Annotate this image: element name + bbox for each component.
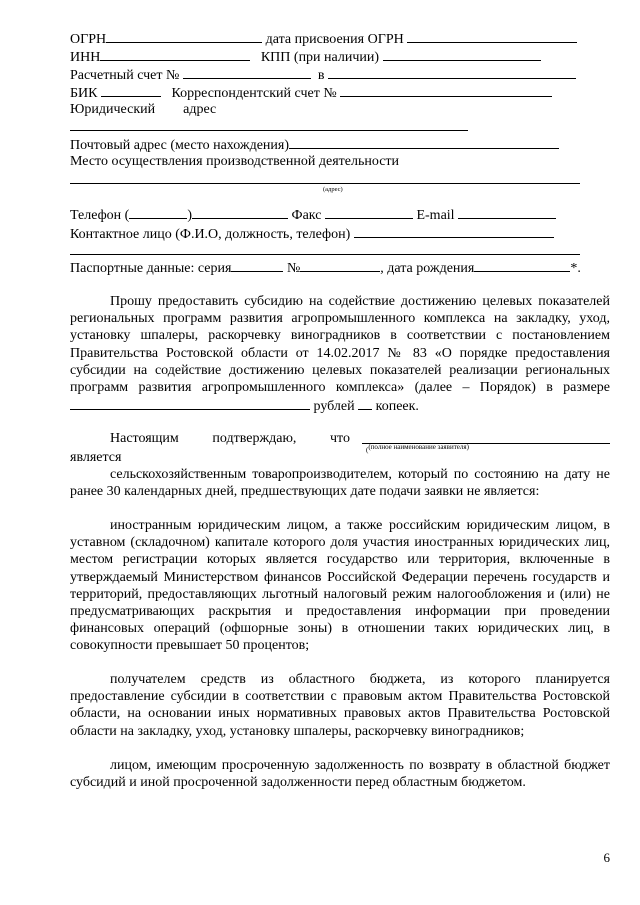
passport-series-label: Паспортные данные: серия — [70, 261, 232, 276]
inn-label: ИНН — [70, 50, 101, 65]
confirm-word-1: Настоящим — [110, 431, 179, 446]
budget-recipient-paragraph: получателем средств из областного бюджета, из которого планируется предоставление субсидии в соответствии с правовым актом Правительства Ростовской области, на основании иных нормативных правовых актов Правительства Ростовской области на закладку, уход, установку шпалеры, раскорчевку виноградников; — [70, 672, 610, 739]
postal-address-line — [70, 135, 559, 154]
foreign-entity-paragraph: иностранным юридическим лицом, а также российским юридическим лицом, в уставном (складочном) капитале которого доля участия иностранных юридических лиц, местом регистрации которых является государство или территория, включенные в утверждаемый Министерством финансов Российской Федерации перечень государств и территорий, предоставляющих льготный налоговый режим налогообложения и (или) не предусматривающих раскрытия и предоставления информации при проведении финансовых операций (офшорные зоны) в отношении таких юридических лиц, в совокупности превышает 50 процентов; — [70, 518, 610, 654]
passport-series-field[interactable] — [231, 258, 283, 272]
contact-person-line — [70, 224, 554, 243]
contact-person-label: Контактное лицо (Ф.И.О, должность, телефон) — [70, 227, 351, 242]
activity-place-line — [70, 153, 399, 170]
is-word-line — [70, 449, 121, 466]
rubles-label: рублей — [313, 399, 355, 415]
account-label: Расчетный счет № — [70, 68, 180, 83]
bik-label: БИК — [70, 86, 98, 101]
account-line — [70, 65, 576, 84]
passport-footnote-mark: *. — [570, 261, 581, 276]
bank-field[interactable] — [328, 65, 576, 79]
fax-field[interactable] — [325, 205, 413, 219]
confirm-word-2: подтверждаю, — [212, 431, 297, 446]
page-number: 6 — [603, 850, 610, 865]
phone-close: ) — [187, 208, 193, 223]
confirm-word-3: что — [330, 431, 350, 446]
email-field[interactable] — [458, 205, 556, 219]
producer-paragraph: сельскохозяйственным товаропроизводителем, который по состоянию на дату не ранее 30 календарных дней, предшествующих дате подачи заявки не является: — [70, 467, 610, 500]
legal-address-field[interactable] — [70, 130, 468, 131]
address-caption: (адрес) — [323, 186, 343, 193]
kopeks-label: копеек. — [375, 399, 419, 415]
ogrn-field[interactable] — [106, 29, 262, 43]
phone-field[interactable] — [192, 205, 288, 219]
email-label: E-mail — [416, 208, 455, 223]
passport-dob-field[interactable] — [474, 258, 570, 272]
passport-dob-label: , дата рождения — [380, 261, 475, 276]
activity-place-label: Место осуществления производственной деятельности — [70, 154, 400, 169]
legal-address-label-2: адрес — [183, 102, 217, 117]
kopeks-field[interactable] — [358, 396, 372, 410]
legal-address-label-1: Юридический — [70, 102, 156, 117]
inn-line — [70, 47, 541, 66]
legal-address-line — [70, 101, 216, 118]
passport-number-field[interactable] — [300, 258, 380, 272]
request-text: Прошу предоставить субсидию на содействие достижению целевых показателей региональных программ развития агропромышленного комплекса на закладку, уход, установку шпалеры, раскорчевку виноградников в соответствии с постановлением Правительства Ростовской области от 14.02.2017 № 83 «О порядке предоставления субсидии на содействие достижению целевых показателей реализации региональных программ развития агропромышленного комплекса» (далее – Порядок) в размере — [70, 294, 610, 396]
corr-account-label: Корреспондентский счет № — [171, 86, 337, 101]
bik-field[interactable] — [101, 83, 161, 97]
request-paragraph — [70, 293, 610, 415]
bik-line — [70, 83, 552, 102]
kpp-label: КПП (при наличии) — [260, 50, 380, 65]
corr-account-field[interactable] — [340, 83, 552, 97]
postal-address-field[interactable] — [289, 135, 559, 149]
is-word: является — [70, 450, 122, 465]
passport-line — [70, 258, 581, 277]
activity-place-field[interactable] — [70, 183, 580, 184]
inn-field[interactable] — [100, 47, 250, 61]
ogrn-line — [70, 29, 577, 48]
applicant-caption-text: (полное наименование заявителя) — [368, 443, 469, 451]
contact-person-field-2[interactable] — [70, 254, 580, 255]
ogrn-date-label: дата присвоения ОГРН — [265, 32, 404, 47]
account-field[interactable] — [183, 65, 311, 79]
phone-label: Телефон ( — [70, 208, 130, 223]
contacts-line — [70, 205, 556, 224]
passport-number-label: № — [286, 261, 301, 276]
account-in-label: в — [317, 68, 325, 83]
ogrn-label: ОГРН — [70, 32, 107, 47]
kpp-field[interactable] — [383, 47, 541, 61]
ogrn-date-field[interactable] — [407, 29, 577, 43]
contact-person-field[interactable] — [354, 224, 554, 238]
phone-code-field[interactable] — [129, 205, 187, 219]
confirm-line — [110, 430, 350, 447]
subsidy-amount-field[interactable] — [70, 396, 310, 410]
fax-label: Факс — [291, 208, 322, 223]
postal-address-label: Почтовый адрес (место нахождения) — [70, 138, 289, 153]
debt-paragraph: лицом, имеющим просроченную задолженность по возврату в областной бюджет субсидий и иной просроченной задолженности перед областным бюджетом. — [70, 758, 610, 791]
applicant-caption: ((полное наименование заявителя) — [366, 443, 469, 454]
